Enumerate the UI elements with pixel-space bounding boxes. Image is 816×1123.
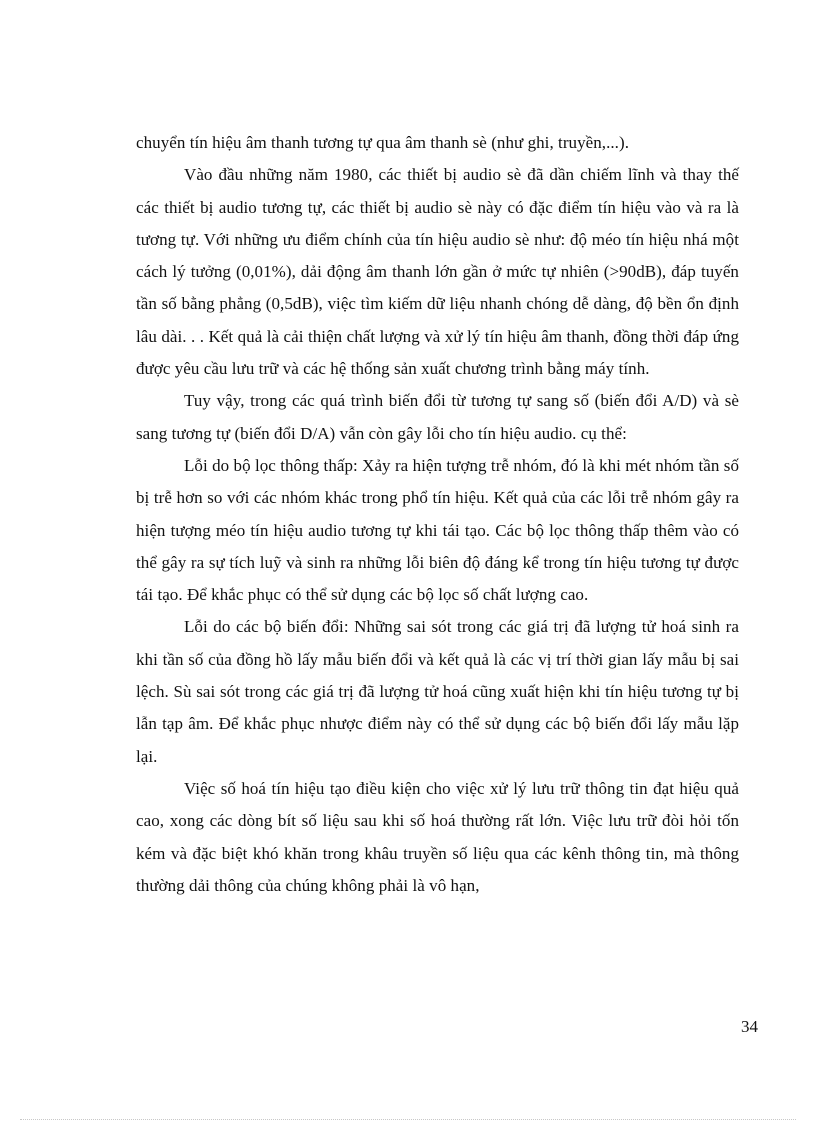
paragraph-conversion-errors: Tuy vậy, trong các quá trình biến đổi từ tương tự sang số (biến đổi A/D) và sè sang tương tự (biến đổi D/A) vẫn còn gây lỗi cho tín hiệu audio. cụ thể: — [136, 391, 739, 443]
paragraph-continuation: chuyển tín hiệu âm thanh tương tự qua âm thanh sè (như ghi, truyền,...). — [136, 133, 629, 152]
paragraph-digitization: Việc số hoá tín hiệu tạo điều kiện cho việc xử lý lưu trữ thông tin đạt hiệu quả cao, xong các dòng bít số liệu sau khi số hoá thường rất lớn. Việc lưu trữ đòi hỏi tốn kém và đặc biệt khó khăn trong khâu truyền số liệu qua các kênh thông tin, mà thông thường dải thông của chúng không phải là vô hạn, — [136, 778, 739, 895]
paragraph-converter-error: Lỗi do các bộ biến đổi: Những sai sót trong các giá trị đã lượng tử hoá sinh ra khi tần số của đồng hồ lấy mẫu biến đổi và kết quả là các vị trí thời gian lấy mẫu bị sai lệch. Sù sai sót trong các giá trị đã lượng tử hoá cũng xuất hiện khi tín hiệu tương tự bị lẫn tạp âm. Để khắc phục nhược điểm này có thể sử dụng các bộ biến đổi lấy mẫu lặp lại. — [136, 617, 739, 766]
document-body — [136, 127, 739, 902]
page-bottom-divider — [20, 1119, 796, 1120]
paragraph-lowpass-filter-error: Lỗi do bộ lọc thông thấp: Xảy ra hiện tượng trễ nhóm, đó là khi mét nhóm tần số bị trễ hơn so với các nhóm khác trong phổ tín hiệu. Kết quả của các lỗi trễ nhóm gây ra hiện tượng méo tín hiệu audio tương tự khi tái tạo. Các bộ lọc thông thấp thêm vào có thể gây ra sự tích luỹ và sinh ra những lỗi biên độ đáng kể trong tín hiệu tương tự được tái tạo. Để khắc phục có thể sử dụng các bộ lọc số chất lượng cao. — [136, 455, 739, 605]
page-number: 34 — [741, 1017, 758, 1036]
paragraph-digital-audio-advantages: Vào đầu những năm 1980, các thiết bị audio sè đã dần chiếm lĩnh và thay thế các thiết bị audio tương tự, các thiết bị audio sè này có đặc điểm tín hiệu vào và ra là tương tự. Với những ưu điểm chính của tín hiệu audio sè như: độ méo tín hiệu nhá một cách lý tưởng (0,01%), dải động âm thanh lớn gần ở mức tự nhiên (>90dB), đáp tuyến tần số bằng phẳng (0,5dB), việc tìm kiếm dữ liệu nhanh chóng dễ dàng, độ bền ổn định lâu dài. . . Kết quả là cải thiện chất lượng và xử lý tín hiệu âm thanh, đồng thời đáp ứng được yêu cầu lưu trữ và các hệ thống sản xuất chương trình bằng máy tính. — [136, 165, 739, 379]
